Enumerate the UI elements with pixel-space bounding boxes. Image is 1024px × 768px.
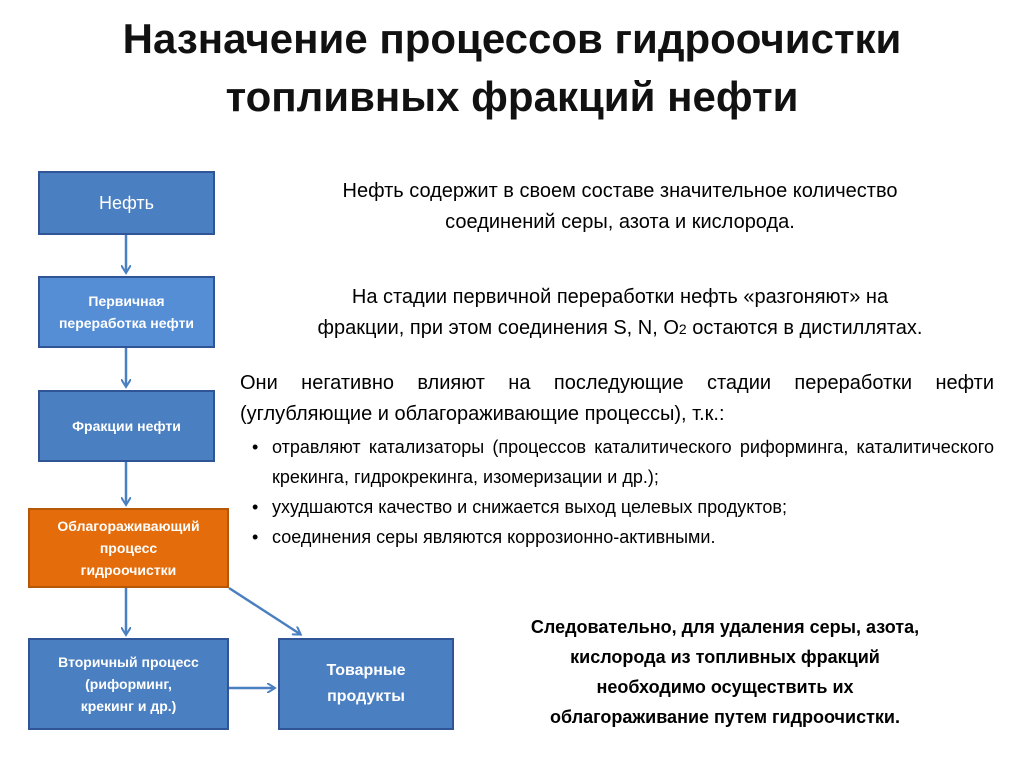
box-commercial-products <box>278 638 454 730</box>
box-oil-fractions <box>38 390 215 462</box>
arrow-5 <box>229 588 300 634</box>
conclusion-text <box>480 612 970 732</box>
box-oil-fractions-label: Фракции нефти <box>72 418 181 434</box>
conclusion-text-body: Следовательно, для удаления серы, азота, кислорода из топливных фракций необходимо осуществить их облагораживание путем гидроочистки. <box>530 617 920 727</box>
box-commercial-products-label: Товарные продукты <box>326 662 406 705</box>
box-secondary-process-label: Вторичный процесс (риформинг, крекинг и др.) <box>58 654 199 714</box>
list-item: • ухудшаются качество и снижается выход целевых продуктов; <box>250 492 994 522</box>
paragraph-primary-line2a: фракции, при этом соединения S, N, O <box>317 317 679 339</box>
paragraph-primary-stage <box>230 282 1010 345</box>
box-hydrotreating <box>28 508 229 588</box>
paragraph-composition-line2: соединений серы, азота и кислорода. <box>445 211 795 233</box>
paragraph-primary-line2 <box>230 313 1010 345</box>
paragraph-negative-effect: Они негативно влияют на последующие стадии переработки нефти (углубляющие и облагораживающие процессы), т.к.: <box>240 372 994 425</box>
paragraph-primary-line1: На стадии первичной переработки нефть «разгоняют» на <box>351 286 889 308</box>
box-primary-processing-label: Первичная переработка нефти <box>58 293 195 331</box>
page-title <box>0 10 1024 126</box>
title-text: Назначение процессов гидроочистки топливных фракций нефти <box>122 15 902 120</box>
box-primary-processing <box>38 276 215 348</box>
list-item: • отравляют катализаторы (процессов каталитического риформинга, каталитического крекинга, гидрокрекинга, изомеризации и др.); <box>250 432 994 492</box>
oxygen-subscript: 2 <box>678 321 687 337</box>
paragraph-composition-line1: Нефть содержит в своем составе значительное количество <box>342 180 898 202</box>
paragraph-composition <box>250 176 990 238</box>
list-item: • соединения серы являются коррозионно-активными. <box>250 522 994 552</box>
paragraph-primary-line2b: остаются в дистиллятах. <box>686 317 923 339</box>
box-hydrotreating-label: Облагораживающий процесс гидроочистки <box>57 518 200 578</box>
box-secondary-process <box>28 638 229 730</box>
effects-list <box>250 432 994 552</box>
box-oil-label: Нефть <box>98 192 155 213</box>
box-oil <box>38 171 215 235</box>
